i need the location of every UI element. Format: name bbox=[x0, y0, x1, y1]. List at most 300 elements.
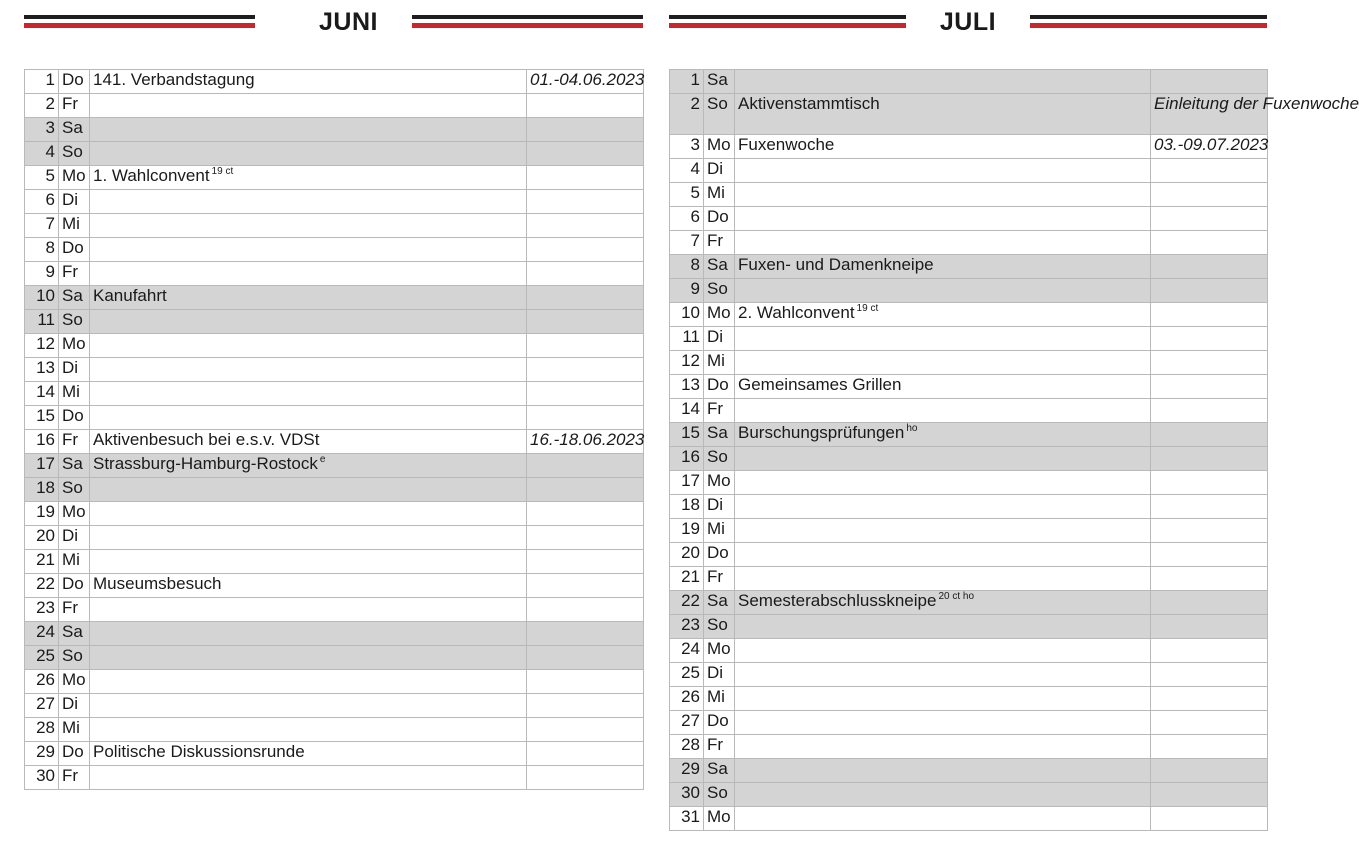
calendar-row bbox=[25, 550, 644, 574]
weekday: Fr bbox=[59, 766, 90, 790]
event-cell bbox=[735, 495, 1151, 519]
weekday: Di bbox=[704, 159, 735, 183]
calendar-row bbox=[670, 423, 1268, 447]
calendar-row bbox=[670, 399, 1268, 423]
date-range-note bbox=[1151, 591, 1268, 615]
calendar-row bbox=[670, 759, 1268, 783]
date-range-note bbox=[1151, 207, 1268, 231]
month-juli bbox=[669, 0, 1359, 826]
date-range-note bbox=[527, 142, 644, 166]
calendar-row bbox=[25, 94, 644, 118]
date-range-note bbox=[1151, 663, 1268, 687]
calendar-row bbox=[670, 663, 1268, 687]
date-range-note bbox=[527, 646, 644, 670]
calendar-row bbox=[25, 262, 644, 286]
date-range-note bbox=[1151, 615, 1268, 639]
day-number: 11 bbox=[670, 327, 704, 351]
event-title: Aktivenbesuch bei e.s.v. VDSt bbox=[93, 430, 320, 449]
calendar-row bbox=[670, 735, 1268, 759]
calendar-row bbox=[670, 687, 1268, 711]
weekday: Sa bbox=[704, 255, 735, 279]
day-number: 18 bbox=[25, 478, 59, 502]
weekday: Do bbox=[704, 207, 735, 231]
day-number: 16 bbox=[670, 447, 704, 471]
day-number: 1 bbox=[670, 70, 704, 94]
day-number: 29 bbox=[670, 759, 704, 783]
weekday: So bbox=[59, 646, 90, 670]
day-number: 7 bbox=[25, 214, 59, 238]
day-number: 16 bbox=[25, 430, 59, 454]
date-range-note bbox=[1151, 711, 1268, 735]
calendar-row bbox=[25, 694, 644, 718]
weekday: So bbox=[704, 783, 735, 807]
weekday: Do bbox=[704, 543, 735, 567]
calendar-row bbox=[670, 471, 1268, 495]
event-cell bbox=[735, 615, 1151, 639]
weekday: Mi bbox=[59, 214, 90, 238]
calendar-row bbox=[670, 327, 1268, 351]
event-cell bbox=[90, 214, 527, 238]
event-cell bbox=[90, 286, 527, 310]
event-cell bbox=[90, 310, 527, 334]
weekday: Fr bbox=[704, 567, 735, 591]
event-cell bbox=[735, 663, 1151, 687]
date-range-note bbox=[1151, 279, 1268, 303]
event-cell bbox=[735, 375, 1151, 399]
event-cell bbox=[735, 303, 1151, 327]
weekday: Do bbox=[59, 70, 90, 94]
date-range-note bbox=[527, 574, 644, 598]
weekday: Fr bbox=[59, 94, 90, 118]
event-time-note: 19 ct bbox=[856, 303, 879, 314]
day-number: 27 bbox=[670, 711, 704, 735]
weekday: Sa bbox=[59, 454, 90, 478]
event-cell bbox=[735, 135, 1151, 159]
date-range-note bbox=[527, 550, 644, 574]
event-cell bbox=[735, 591, 1151, 615]
event-cell bbox=[90, 166, 527, 190]
decorative-stripe-left bbox=[669, 15, 906, 31]
event-title: 141. Verbandstagung bbox=[93, 70, 255, 89]
date-range-note bbox=[1151, 495, 1268, 519]
weekday: So bbox=[704, 279, 735, 303]
event-cell bbox=[735, 231, 1151, 255]
event-cell bbox=[735, 351, 1151, 375]
calendar-row bbox=[670, 567, 1268, 591]
weekday: Di bbox=[59, 526, 90, 550]
event-cell bbox=[90, 670, 527, 694]
event-time-note: e bbox=[319, 454, 326, 465]
weekday: Fr bbox=[704, 231, 735, 255]
date-range-note bbox=[527, 310, 644, 334]
day-number: 1 bbox=[25, 70, 59, 94]
event-title: Aktivenstammtisch bbox=[738, 94, 880, 113]
event-cell bbox=[90, 190, 527, 214]
weekday: Fr bbox=[59, 262, 90, 286]
day-number: 14 bbox=[670, 399, 704, 423]
day-number: 30 bbox=[670, 783, 704, 807]
weekday: Sa bbox=[59, 622, 90, 646]
weekday: Di bbox=[59, 190, 90, 214]
calendar-row bbox=[25, 118, 644, 142]
weekday: Mi bbox=[704, 519, 735, 543]
weekday: Mo bbox=[59, 166, 90, 190]
calendar-row bbox=[25, 310, 644, 334]
date-range-note bbox=[527, 502, 644, 526]
weekday: Do bbox=[59, 406, 90, 430]
event-cell bbox=[735, 159, 1151, 183]
event-cell bbox=[735, 94, 1151, 135]
date-range-note bbox=[527, 94, 644, 118]
event-cell bbox=[90, 70, 527, 94]
event-cell bbox=[735, 423, 1151, 447]
date-range-note bbox=[1151, 351, 1268, 375]
day-number: 20 bbox=[670, 543, 704, 567]
event-cell bbox=[90, 766, 527, 790]
weekday: Di bbox=[59, 358, 90, 382]
calendar-row bbox=[670, 207, 1268, 231]
event-cell bbox=[90, 718, 527, 742]
event-cell bbox=[90, 478, 527, 502]
calendar-table-juli bbox=[669, 69, 1359, 831]
event-cell bbox=[735, 327, 1151, 351]
month-juni bbox=[24, 0, 645, 785]
calendar-row bbox=[25, 214, 644, 238]
event-cell bbox=[90, 358, 527, 382]
event-cell bbox=[735, 519, 1151, 543]
weekday: Di bbox=[704, 663, 735, 687]
weekday: Di bbox=[704, 495, 735, 519]
weekday: Di bbox=[59, 694, 90, 718]
event-title: Fuxenwoche bbox=[738, 135, 835, 154]
event-cell bbox=[735, 735, 1151, 759]
day-number: 4 bbox=[670, 159, 704, 183]
weekday: So bbox=[59, 310, 90, 334]
date-range-note bbox=[1151, 423, 1268, 447]
decorative-stripe-right bbox=[1030, 15, 1267, 31]
calendar-row bbox=[670, 543, 1268, 567]
day-number: 21 bbox=[25, 550, 59, 574]
event-cell bbox=[90, 118, 527, 142]
day-number: 27 bbox=[25, 694, 59, 718]
date-range-note bbox=[1151, 471, 1268, 495]
weekday: Mo bbox=[704, 807, 735, 831]
event-cell bbox=[90, 574, 527, 598]
day-number: 4 bbox=[25, 142, 59, 166]
decorative-stripe-right bbox=[412, 15, 643, 31]
calendar-row bbox=[670, 183, 1268, 207]
calendar-row bbox=[670, 351, 1268, 375]
weekday: Do bbox=[59, 742, 90, 766]
decorative-stripe-left bbox=[24, 15, 255, 31]
day-number: 24 bbox=[670, 639, 704, 663]
date-range-note bbox=[1151, 447, 1268, 471]
day-number: 3 bbox=[25, 118, 59, 142]
event-title: 1. Wahlconvent bbox=[93, 166, 210, 185]
day-number: 28 bbox=[670, 735, 704, 759]
date-range-note bbox=[1151, 519, 1268, 543]
event-cell bbox=[735, 471, 1151, 495]
event-cell bbox=[90, 526, 527, 550]
date-range-note bbox=[527, 262, 644, 286]
weekday: Mo bbox=[59, 334, 90, 358]
event-cell bbox=[90, 262, 527, 286]
weekday: Do bbox=[59, 238, 90, 262]
weekday: Fr bbox=[59, 598, 90, 622]
day-number: 15 bbox=[25, 406, 59, 430]
event-title: Gemeinsames Grillen bbox=[738, 375, 902, 394]
weekday: Fr bbox=[59, 430, 90, 454]
day-number: 15 bbox=[670, 423, 704, 447]
day-number: 26 bbox=[25, 670, 59, 694]
calendar-row bbox=[670, 591, 1268, 615]
calendar-row bbox=[25, 406, 644, 430]
day-number: 3 bbox=[670, 135, 704, 159]
event-cell bbox=[90, 406, 527, 430]
calendar-row bbox=[25, 286, 644, 310]
date-range-note: 03.-09.07.2023 bbox=[1151, 135, 1268, 159]
date-range-note bbox=[1151, 183, 1268, 207]
day-number: 26 bbox=[670, 687, 704, 711]
event-cell bbox=[735, 711, 1151, 735]
calendar-row bbox=[670, 159, 1268, 183]
day-number: 5 bbox=[670, 183, 704, 207]
calendar-row bbox=[670, 639, 1268, 663]
date-range-note bbox=[527, 214, 644, 238]
calendar-row bbox=[25, 598, 644, 622]
weekday: Mo bbox=[59, 502, 90, 526]
weekday: Mi bbox=[59, 550, 90, 574]
calendar-row bbox=[25, 646, 644, 670]
event-cell bbox=[90, 454, 527, 478]
calendar-row bbox=[25, 718, 644, 742]
day-number: 20 bbox=[25, 526, 59, 550]
day-number: 30 bbox=[25, 766, 59, 790]
date-range-note bbox=[1151, 159, 1268, 183]
event-title: Museumsbesuch bbox=[93, 574, 222, 593]
date-range-note bbox=[1151, 327, 1268, 351]
event-cell bbox=[735, 639, 1151, 663]
day-number: 17 bbox=[670, 471, 704, 495]
month-header-juni bbox=[24, 0, 643, 60]
calendar-row bbox=[670, 135, 1268, 159]
date-range-note bbox=[527, 742, 644, 766]
event-title: Kanufahrt bbox=[93, 286, 167, 305]
date-range-note: 16.-18.06.2023 bbox=[527, 430, 644, 454]
month-title-juni: JUNI bbox=[319, 8, 378, 36]
day-number: 13 bbox=[670, 375, 704, 399]
calendar-table-juni bbox=[24, 69, 644, 790]
day-number: 10 bbox=[25, 286, 59, 310]
weekday: Sa bbox=[704, 423, 735, 447]
day-number: 31 bbox=[670, 807, 704, 831]
event-cell bbox=[90, 334, 527, 358]
event-cell bbox=[90, 238, 527, 262]
calendar-row bbox=[670, 231, 1268, 255]
event-cell bbox=[735, 543, 1151, 567]
weekday: Mo bbox=[59, 670, 90, 694]
calendar-row bbox=[25, 742, 644, 766]
day-number: 2 bbox=[25, 94, 59, 118]
month-header-juli bbox=[669, 0, 1267, 60]
weekday: Sa bbox=[59, 118, 90, 142]
day-number: 12 bbox=[25, 334, 59, 358]
weekday: Do bbox=[59, 574, 90, 598]
event-time-note: ho bbox=[906, 423, 918, 434]
weekday: Mi bbox=[59, 382, 90, 406]
event-cell bbox=[735, 279, 1151, 303]
weekday: So bbox=[704, 447, 735, 471]
day-number: 19 bbox=[25, 502, 59, 526]
date-range-note bbox=[1151, 70, 1268, 94]
event-cell bbox=[735, 759, 1151, 783]
date-range-note bbox=[527, 454, 644, 478]
date-range-note bbox=[1151, 639, 1268, 663]
calendar-row bbox=[670, 615, 1268, 639]
event-title: 2. Wahlconvent bbox=[738, 303, 855, 322]
calendar-row bbox=[25, 766, 644, 790]
event-cell bbox=[735, 447, 1151, 471]
calendar-row bbox=[670, 783, 1268, 807]
day-number: 9 bbox=[25, 262, 59, 286]
day-number: 12 bbox=[670, 351, 704, 375]
day-number: 17 bbox=[25, 454, 59, 478]
date-range-note bbox=[527, 598, 644, 622]
day-number: 14 bbox=[25, 382, 59, 406]
date-range-note bbox=[527, 190, 644, 214]
day-number: 29 bbox=[25, 742, 59, 766]
weekday: Sa bbox=[704, 759, 735, 783]
calendar-row bbox=[25, 334, 644, 358]
weekday: Do bbox=[704, 375, 735, 399]
calendar-row bbox=[670, 255, 1268, 279]
date-range-note bbox=[527, 286, 644, 310]
date-range-note: Einleitung der Fuxenwoche bbox=[1151, 94, 1268, 135]
calendar-row bbox=[25, 622, 644, 646]
date-range-note bbox=[527, 406, 644, 430]
weekday: Sa bbox=[704, 591, 735, 615]
date-range-note bbox=[1151, 255, 1268, 279]
calendar-row bbox=[25, 190, 644, 214]
event-cell bbox=[735, 183, 1151, 207]
calendar-row bbox=[670, 447, 1268, 471]
event-title: Politische Diskussionsrunde bbox=[93, 742, 305, 761]
calendar-row bbox=[25, 670, 644, 694]
calendar-row bbox=[670, 495, 1268, 519]
day-number: 6 bbox=[670, 207, 704, 231]
day-number: 10 bbox=[670, 303, 704, 327]
event-cell bbox=[90, 646, 527, 670]
day-number: 8 bbox=[25, 238, 59, 262]
date-range-note bbox=[1151, 375, 1268, 399]
calendar-row bbox=[670, 279, 1268, 303]
event-cell bbox=[90, 550, 527, 574]
event-cell bbox=[90, 694, 527, 718]
weekday: Mi bbox=[704, 687, 735, 711]
day-number: 25 bbox=[25, 646, 59, 670]
date-range-note: 01.-04.06.2023 bbox=[527, 70, 644, 94]
event-cell bbox=[735, 567, 1151, 591]
date-range-note bbox=[527, 622, 644, 646]
date-range-note bbox=[1151, 807, 1268, 831]
date-range-note bbox=[1151, 567, 1268, 591]
calendar-row bbox=[25, 454, 644, 478]
weekday: Mo bbox=[704, 135, 735, 159]
date-range-note bbox=[1151, 399, 1268, 423]
event-cell bbox=[90, 94, 527, 118]
calendar-row bbox=[25, 382, 644, 406]
event-title: Semesterabschlusskneipe bbox=[738, 591, 937, 610]
event-cell bbox=[735, 70, 1151, 94]
day-number: 21 bbox=[670, 567, 704, 591]
day-number: 5 bbox=[25, 166, 59, 190]
day-number: 19 bbox=[670, 519, 704, 543]
event-cell bbox=[735, 807, 1151, 831]
calendar-row bbox=[670, 711, 1268, 735]
weekday: Mo bbox=[704, 303, 735, 327]
event-title: Strassburg-Hamburg-Rostock bbox=[93, 454, 318, 473]
calendar-row bbox=[670, 303, 1268, 327]
day-number: 28 bbox=[25, 718, 59, 742]
weekday: Mo bbox=[704, 471, 735, 495]
day-number: 24 bbox=[25, 622, 59, 646]
event-cell bbox=[90, 430, 527, 454]
calendar-row bbox=[25, 238, 644, 262]
date-range-note bbox=[527, 670, 644, 694]
calendar-row bbox=[25, 502, 644, 526]
month-title-juli: JULI bbox=[939, 8, 997, 36]
date-range-note bbox=[527, 478, 644, 502]
date-range-note bbox=[1151, 783, 1268, 807]
event-title: Fuxen- und Damenkneipe bbox=[738, 255, 934, 274]
weekday: Di bbox=[704, 327, 735, 351]
event-cell bbox=[735, 687, 1151, 711]
calendar-row bbox=[670, 519, 1268, 543]
calendar-row bbox=[670, 375, 1268, 399]
weekday: So bbox=[59, 142, 90, 166]
calendar-row bbox=[25, 142, 644, 166]
day-number: 8 bbox=[670, 255, 704, 279]
weekday: Mi bbox=[59, 718, 90, 742]
day-number: 23 bbox=[25, 598, 59, 622]
date-range-note bbox=[1151, 303, 1268, 327]
weekday: Mi bbox=[704, 351, 735, 375]
date-range-note bbox=[527, 694, 644, 718]
weekday: Mo bbox=[704, 639, 735, 663]
event-cell bbox=[735, 207, 1151, 231]
calendar-row bbox=[25, 166, 644, 190]
weekday: Do bbox=[704, 711, 735, 735]
calendar-row bbox=[25, 526, 644, 550]
event-cell bbox=[90, 502, 527, 526]
day-number: 6 bbox=[25, 190, 59, 214]
date-range-note bbox=[527, 118, 644, 142]
day-number: 23 bbox=[670, 615, 704, 639]
day-number: 25 bbox=[670, 663, 704, 687]
calendar-row bbox=[25, 70, 644, 94]
day-number: 7 bbox=[670, 231, 704, 255]
calendar-row bbox=[25, 358, 644, 382]
event-cell bbox=[90, 622, 527, 646]
date-range-note bbox=[1151, 759, 1268, 783]
date-range-note bbox=[527, 166, 644, 190]
event-cell bbox=[90, 742, 527, 766]
calendar-row bbox=[25, 478, 644, 502]
day-number: 22 bbox=[25, 574, 59, 598]
date-range-note bbox=[1151, 543, 1268, 567]
day-number: 13 bbox=[25, 358, 59, 382]
calendar-row bbox=[670, 94, 1268, 135]
